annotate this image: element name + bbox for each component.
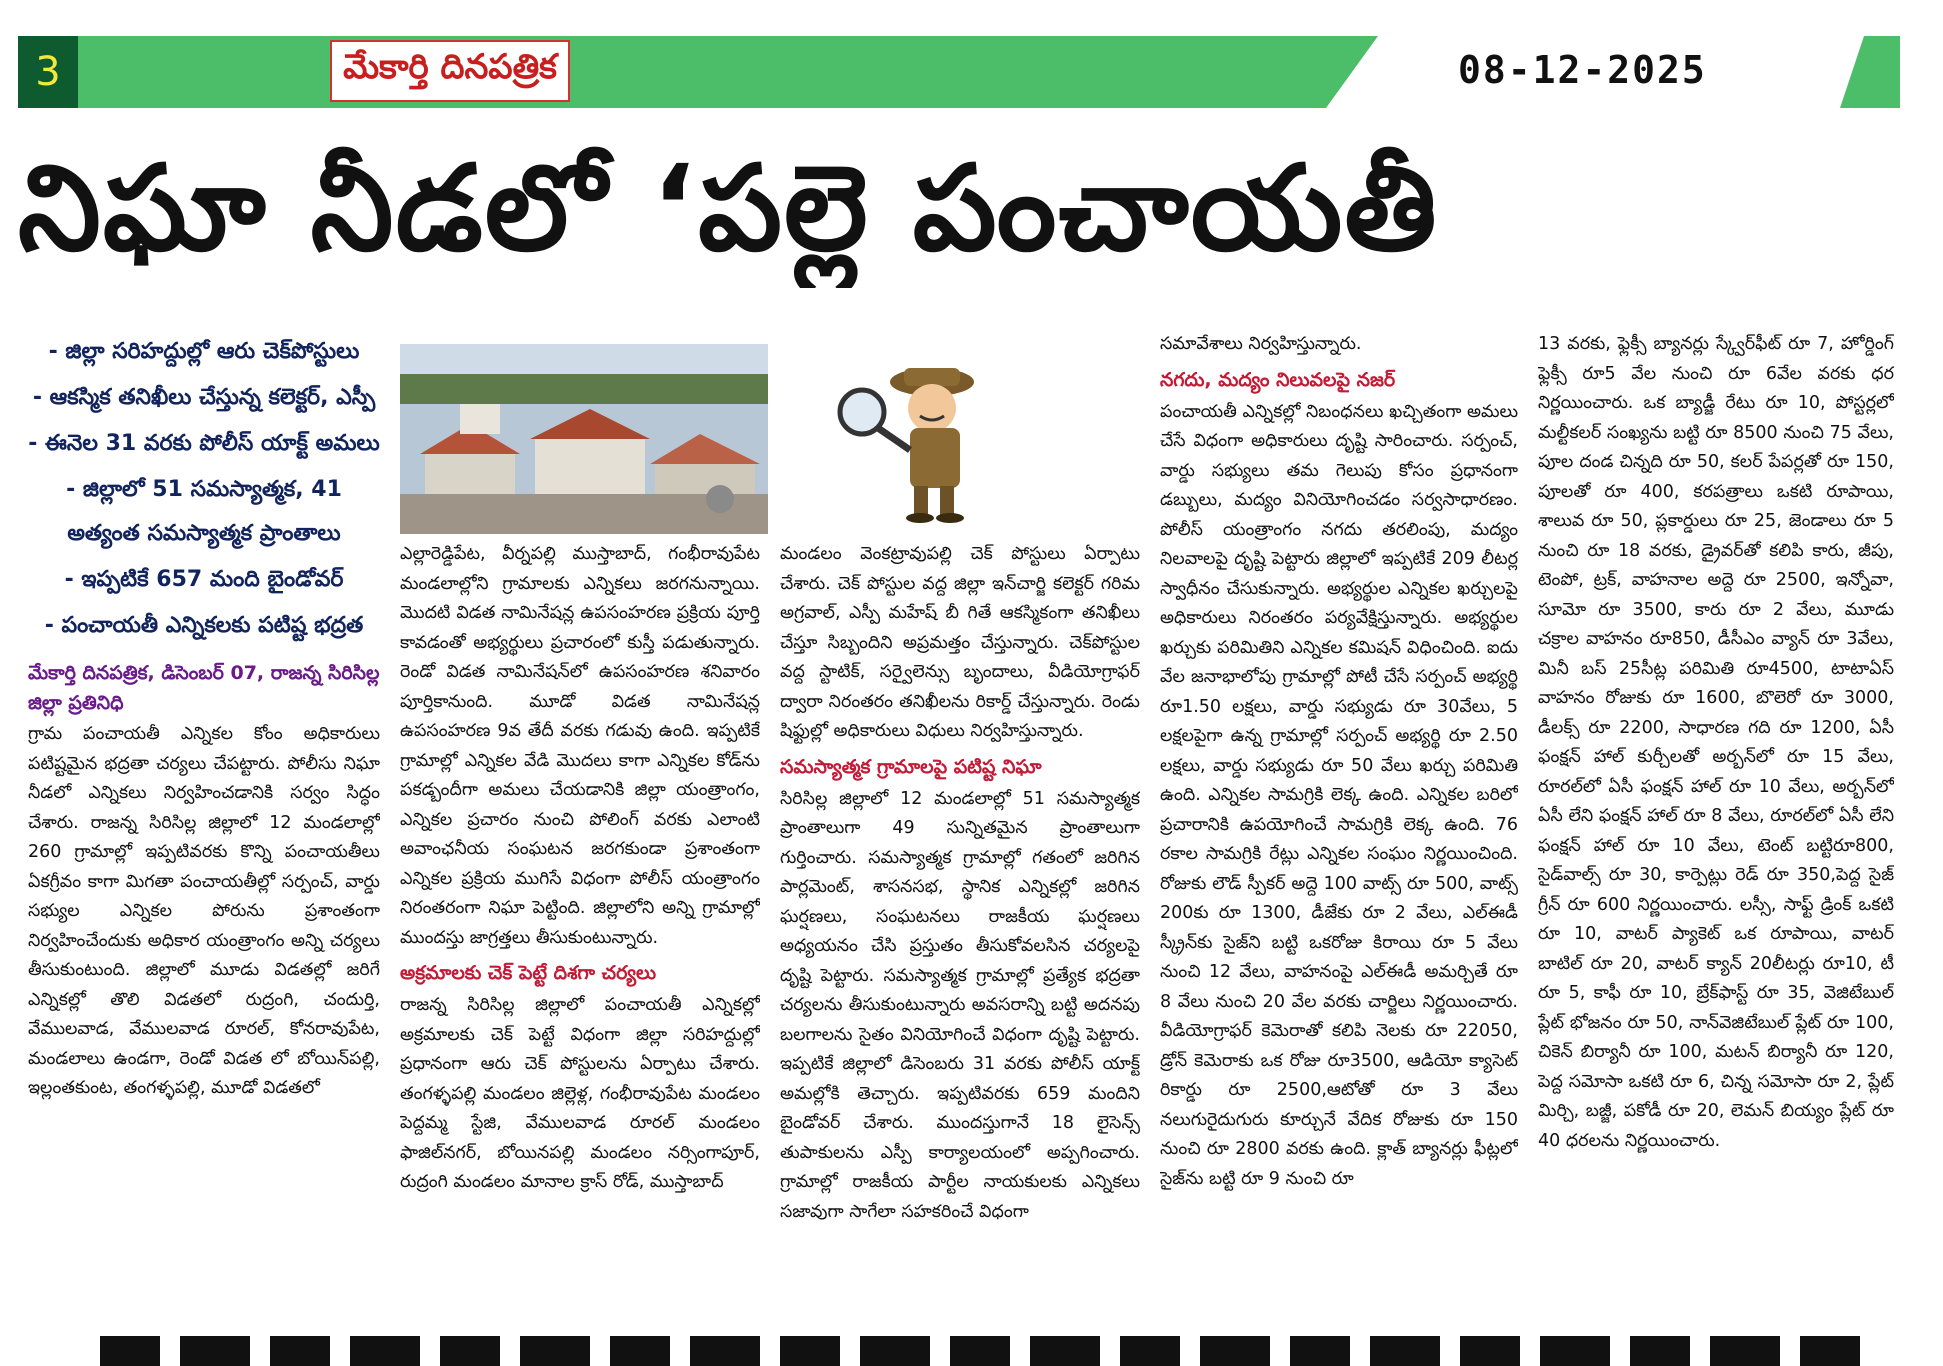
masthead-green-corner [1840,36,1900,108]
article-body-col4-cont: పంచాయతీ ఎన్నికల్లో నిబంధనలు ఖచ్చితంగా అమలు చేసే విధంగా అధికారులు దృష్టి సారించారు. సర్పంచ్, వార్డు సభ్యులు తమ గెలుపు కోసం ప్రధానంగా డబ్బులు, మద్యం వినియోగించడం సర్వసాధారణం. పోలీస్ యంత్రాంగం నగదు తరలింపు, మద్యం నిలవాలపై దృష్టి పెట్టారు జిల్లాలో ఇప్పటికే 209 లీటర్ల స్వాధీనం చేసుకున్నారు. అభ్యర్థుల ఎన్నికల ఖర్చులపై అధికారులు నిరంతరం పర్యవేక్షిస్తున్నారు. అభ్యర్థుల ఖర్చుకు పరిమితిని ఎన్నికల కమిషన్ విధించింది. ఐదు వేల జనాభాలోపు గ్రామాల్లో పోటీ చేసే సర్పంచ్ అభ్యర్థి రూ1.50 లక్షలు, వార్డు సభ్యుడు రూ 30వేలు, 5 లక్షలపైగా ఉన్న గ్రామాల్లో సర్పంచ్ అభ్యర్థి రూ 2.50 లక్షలు, వార్డు సభ్యుడు రూ 50 వేలు ఖర్చు పరిమితి ఉంది. ఎన్నికల సామగ్రికి లెక్క ఉంది. ఎన్నికల బరిలో ప్రచారానికి ఉపయోగించే సామగ్రికి లెక్క ఉంది. 76 రకాల సామగ్రికి రేట్లు ఎన్నికల సంఘం నిర్ణయించింది. రోజుకు లౌడ్ స్పీకర్ అద్దె 100 వాట్స్ రూ 500, వాట్స్ 200కు రూ 1300, డీజేకు రూ 2 వేలు, ఎల్ఈడీ స్క్రీన్‌కు సైజ్‌ని బట్టి ఒకరోజు కిరాయి రూ 5 వేలు నుంచి 12 వేలు, వాహనంపై ఎల్ఈడీ అమర్చితే రూ 8 వేలు నుంచి 20 వేల వరకు చార్జిలు నిర్ణయించారు. వీడియోగ్రాఫర్ కెమెరాతో కలిపి నెలకు రూ 22050, డ్రోన్ కెమెరాకు ఒక రోజు రూ3500, ఆడియో క్యాసెట్ రికార్డు రూ 2500,ఆటోతో రూ 3 వేలు నలుగురైదుగురు కూర్చునే వేదిక రోజుకు రూ 150 నుంచి రూ 2800 వరకు ఉంది. క్లాత్ బ్యానర్లు ఫీట్లలో సైజ్‌ను బట్టి రూ 9 నుంచి రూ [1160,401,1518,1189]
article-body-col4: సమావేశాలు నిర్వహిస్తున్నారు. [1160,334,1362,354]
highlight-item: - పంచాయతీ ఎన్నికలకు పటిష్ట భద్రత [44,613,364,638]
village-photo [400,344,768,534]
highlight-item: - జిల్లా సరిహద్దుల్లో ఆరు చెక్‌పోస్టులు [48,339,360,364]
article-body-col2: ఎల్లారెడ్డిపేట, వీర్నపల్లి ముస్తాబాద్, గంభీరావుపేట మండలాల్లోని గ్రామాలకు ఎన్నికలు జరగనున్నాయి. మొదటి విడత నామినేషన్ల ఉపసంహరణ ప్రక్రియ పూర్తి కావడంతో అభ్యర్థులు ప్రచారంలో కుస్తీ పడుతున్నారు. రెండో విడత నామినేషన్‌లో ఉపసంహరణ శనివారం పూర్తికానుంది. మూడో విడత నామినేషన్ల ఉపసంహరణ 9వ తేదీ వరకు గడువు ఉంది. ఇప్పటికే గ్రామాల్లో ఎన్నికల వేడి మొదలు కాగా ఎన్నికల కోడ్‌ను పకడ్బందీగా అమలు చేయడానికి జిల్లా యంత్రాంగం, ఎన్నికల ప్రచారం నుంచి పోలింగ్ వరకు ఎలాంటి అవాంఛనీయ సంఘటన జరగకుండా ప్రశాంతంగా ఎన్నికల ప్రక్రియ ముగిసే విధంగా పోలీస్ యంత్రాంగం నిరంతరంగా నిఘా పెట్టింది. జిల్లాలోని అన్ని గ్రామాల్లో ముందస్తు జాగ్రత్తలు తీసుకుంటున్నారు. [400,544,760,948]
subheading-cash-liquor: నగదు, మద్యం నిలువలపై నజర్ [1160,368,1396,391]
column-1 [28,330,380,1320]
article-body-col1: గ్రామ పంచాయతీ ఎన్నికల కోంం అధికారులు పటిష్టమైన భద్రతా చర్యలు చేపట్టారు. పోలీసు నిఘా నీడలో ఎన్నికలు నిర్వహించడానికి సర్వం సిద్ధం చేశారు. రాజన్న సిరిసిల్ల జిల్లాలో 12 మండలాల్లో 260 గ్రామాల్లో ఇప్పటివరకు కొన్ని పంచాయతీలు ఏకగ్రీవం కాగా మిగతా పంచాయతీల్లో సర్పంచ్, వార్డు సభ్యుల ఎన్నికల పోరును ప్రశాంతంగా నిర్వహించేందుకు అధికార యంత్రాంగం అన్ని చర్యలు తీసుకుంటుంది. జిల్లాలో మూడు విడతల్లో జరిగే ఎన్నికల్లో తొలి విడతలో రుద్రంగి, చందుర్తి, వేములవాడ, వేములవాడ రూరల్, కోనరావుపేట, మండలాలు ఉండగా, రెండో విడత లో బోయిన్‌పల్లి, ఇల్లంతకుంట, తంగళ్ళపల్లి, మూడో విడతలో [28,724,380,1098]
subheading-sensitive-villages: సమస్యాత్మక గ్రామాలపై పటిష్ట నిఘా [780,755,1042,778]
highlight-item: - ఆకస్మిక తనిఖీలు చేస్తున్న కలెక్టర్, ఎస్పీ [32,385,376,410]
article-body-col2-cont: రాజన్న సిరిసిల్ల జిల్లాలో పంచాయతీ ఎన్నికల్లో అక్రమాలకు చెక్ పెట్టే విధంగా జిల్లా సరిహద్దుల్లో ప్రధానంగా ఆరు చెక్ పోస్టులను ఏర్పాటు చేశారు. తంగళ్ళపల్లి మండలం జిల్లెళ్ల, గంభీరావుపేట మండలం పెద్దమ్మ స్టేజి, వేములవాడ రూరల్ మండలం ఫాజిల్‌నగర్, బోయినపల్లి మండలం నర్సింగాపూర్, రుద్రంగి మండలం మానాల క్రాస్ రోడ్, ముస్తాబాద్ [400,995,760,1192]
column-2 [400,540,760,1320]
article-body-col3: మండలం వెంకట్రావుపల్లి చెక్ పోస్టులు ఏర్పాటు చేశారు. చెక్ పోస్టుల వద్ద జిల్లా ఇన్‌చార్జి కలెక్టర్ గరిమ అగ్రవాల్, ఎస్పీ మహేష్ బీ గితే ఆకస్మికంగా తనిఖీలు చేస్తూ సిబ్బందిని అప్రమత్తం చేస్తున్నారు. చెక్‌పోస్టుల వద్ద స్టాటిక్, సర్వైలెన్సు బృందాలు, వీడియోగ్రాఫర్ ద్వారా నిరంతరం తనిఖీలను రికార్డ్ చేస్తున్నారు. రెండు షిఫ్టుల్లో అధికారులు విధులు నిర్వహిస్తున్నారు. [780,544,1140,741]
masthead-green-band [78,36,1378,108]
highlight-item: - ఇప్పటికే 657 మంది బైండోవర్ [64,567,344,592]
issue-date: 08-12-2025 [1458,48,1707,92]
headline: నిఘా నీడలో ‘పల్లె పంచాయతీ [18,139,1439,277]
column-3 [780,540,1140,1320]
next-headline-strip [100,1336,1880,1366]
article-body-col5: 13 వరకు, ఫ్లెక్సీ బ్యానర్లు స్క్వేర్‌ఫీట్ రూ 7, హోర్డింగ్ ఫ్లెక్సీ రూ5 వేల నుంచి రూ 6వేల వరకు ధర నిర్ణయించారు. ఒక బ్యాడ్జీ రేటు రూ 10, పోస్టర్లలో మల్టీకలర్ సంఖ్యను బట్టి రూ 8500 నుంచి 75 వేలు, పూల దండ చిన్నది రూ 50, కలర్ పేపర్లతో రూ 150, పూలతో రూ 400, కరపత్రాలు ఒకటి రూపాయి, శాలువ రూ 50, ప్లకార్డులు రూ 25, జెండాలు రూ 5 నుంచి రూ 18 వరకు, డ్రైవర్‌తో కలిపి కారు, జీపు, టెంపో, ట్రక్, వాహనాల అద్దె రూ 2500, ఇన్నోవా, సూమో రూ 3500, కారు రూ 2 వేలు, మూడు చక్రాల వాహనం రూ850, డీసీఎం వ్యాన్ రూ 3వేలు, మినీ బస్ 25సీట్ల పరిమితి రూ4500, టాటాఏస్ వాహనం రోజుకు రూ 1600, బొలెరో రూ 3000, డీలక్స్ రూ 2200, సాధారణ గది రూ 1200, ఏసీ ఫంక్షన్ హాల్ కుర్చీలతో అర్బన్‌లో రూ 15 వేలు, రూరల్‌లో ఏసీ ఫంక్షన్ హాల్ రూ 10 వేలు, అర్బన్‌లో ఏసీ లేని ఫంక్షన్ హాల్ రూ 8 వేలు, రూరల్‌లో ఏసీ లేని ఫంక్షన్ హాల్ రూ 10 వేలు, టెంట్ బట్టిరూ800, సైడ్‌వాల్స్ రూ 30, కార్పెట్లు రెడ్ రూ 350,పెద్ద సైజ్ గ్రీన్ రూ 600 నిర్ణయించారు. లస్సీ, సాఫ్ట్ డ్రింక్ ఒకటి రూ 10, వాటర్ ప్యాకెట్ ఒక రూపాయి, వాటర్ బాటిల్ రూ 20, వాటర్ క్యాన్ 20లీటర్లు రూ10, టీ రూ 5, కాఫీ రూ 10, బ్రేక్‌ఫాస్ట్ రూ 35, వెజిటేబుల్ ప్లేట్ భోజనం రూ 50, నాన్‌వెజిటేబుల్ ప్లేట్ రూ 100, చికెన్ బిర్యానీ రూ 100, మటన్ బిర్యానీ రూ 120, పెద్ద సమోసా ఒకటి రూ 6, చిన్న సమోసా రూ 2, ప్లేట్ మిర్చి, బజ్జీ, పకోడీ రూ 20, లెమన్ బియ్యం ప్లేట్ రూ 40 ధరలను నిర్ణయించారు. [1538,334,1894,1151]
highlight-item: - ఈనెల 31 వరకు పోలీస్ యాక్ట్ అమలు [28,431,380,456]
page-number: 3 [18,36,78,108]
highlights-list [28,330,380,648]
newspaper-logo: మేకార్తి దినపత్రిక [330,40,570,102]
masthead-bar [18,36,1900,108]
subheading-checkposts: అక్రమాలకు చెక్ పెట్టే దిశగా చర్యలు [400,962,657,984]
detective-cartoon-icon [822,360,1012,525]
article-body-col3-cont: సిరిసిల్ల జిల్లాలో 12 మండలాల్లో 51 సమస్యాత్మక ప్రాంతాలుగా 49 సున్నితమైన ప్రాంతాలుగా గుర్తించారు. సమస్యాత్మక గ్రామాల్లో గతంలో జరిగిన పార్లమెంట్, శాసనసభ, స్థానిక ఎన్నికల్లో జరిగిన ఘర్షణలు, సంఘటనలు రాజకీయ ఘర్షణలు అధ్యయనం చేసి ప్రస్తుతం తీసుకోవలసిన చర్యలపై దృష్టి పెట్టారు. సమస్యాత్మక గ్రామాల్లో ప్రత్యేక భద్రతా చర్యలను తీసుకుంటున్నారు అవసరాన్ని బట్టి అదనపు బలగాలను సైతం వినియోగించే విధంగా దృష్టి పెట్టారు. ఇప్పటికే జిల్లాలో డిసెంబరు 31 వరకు పోలీస్ యాక్ట్ అమల్లోకి తెచ్చారు. ఇప్పటివరకు 659 మందిని బైండోవర్ చేశారు. ముందస్తుగానే 18 లైసెన్స్ తుపాకులను ఎస్పీ కార్యాలయంలో అప్పగించారు. గ్రామాల్లో రాజకీయ పార్టీల నాయకులకు ఎన్నికలు సజావుగా సాగేలా సహకరించే విధంగా [780,788,1140,1222]
column-5 [1538,330,1894,1280]
dateline: మేకార్తి దినపత్రిక, డిసెంబర్ 07, రాజన్న సిరిసిల్ల జిల్లా ప్రతినిధి [28,662,380,714]
column-4 [1160,330,1518,1320]
highlight-item: - జిల్లాలో 51 సమస్యాత్మక, 41 అత్యంత సమస్యాత్మక ప్రాంతాలు [66,477,342,546]
